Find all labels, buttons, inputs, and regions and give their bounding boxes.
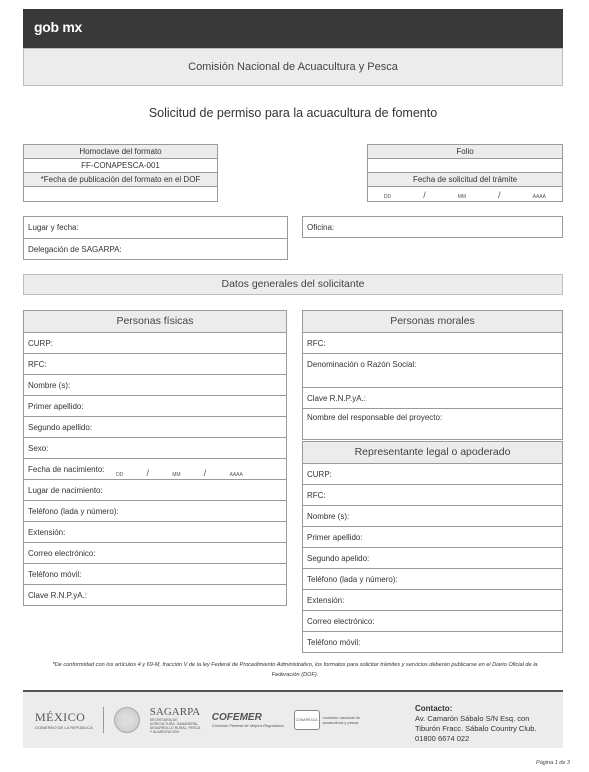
rep-correo-field[interactable] (303, 611, 562, 632)
correo-field[interactable] (24, 543, 286, 564)
cofemer-logo-text: COFEMER (211, 712, 262, 723)
rep-extension-label: Extensión: (307, 595, 345, 605)
contact-address-1: Av. Camarón Sábalo S/N Esq. con (415, 714, 530, 723)
telefono-field[interactable] (24, 501, 286, 522)
month-mark: MM (172, 472, 181, 478)
fecha-nacimiento-label: Fecha de nacimiento: (28, 464, 105, 474)
homoclave-value: FF-CONAPESCA-001 (24, 159, 217, 173)
rep-rfc-label: RFC: (307, 490, 326, 500)
denominacion-field[interactable] (303, 354, 562, 388)
office-box (302, 216, 563, 238)
folio-label: Folio (368, 145, 562, 159)
contact-info (415, 704, 536, 744)
sagarpa-logo-subtext: SECRETARÍA DE AGRICULTURA, GANADERÍA, DESARROLLO RURAL, PESCA Y ALIMENTACIÓN (149, 718, 201, 734)
rep-correo-label: Correo electrónico: (307, 616, 375, 626)
rep-segundo-apellido-field[interactable] (303, 548, 562, 569)
rep-nombre-label: Nombre (s): (307, 511, 350, 521)
rep-telefono-field[interactable] (303, 569, 562, 590)
rep-movil-field[interactable] (303, 632, 562, 652)
month-mark: MM (457, 194, 467, 200)
conapesca-mark-icon: CONAPESCA (294, 710, 320, 730)
movil-label: Teléfono móvil: (28, 569, 82, 579)
denominacion-label: Denominación o Razón Social: (307, 360, 417, 369)
homoclave-label: Homoclave del formato (24, 145, 217, 159)
office-label: Oficina: (307, 222, 335, 232)
logo-divider (103, 707, 104, 733)
moral-clave-field[interactable] (303, 388, 562, 409)
personas-morales-panel (302, 310, 563, 440)
segundo-apellido-field[interactable] (24, 417, 286, 438)
office-field[interactable] (303, 217, 562, 237)
responsable-field[interactable] (303, 409, 562, 439)
mexico-logo-text: MÉXICO (35, 710, 86, 724)
publication-date-label: *Fecha de publicación del formato en el DOF (24, 173, 217, 187)
personas-fisicas-title: Personas físicas (24, 311, 286, 333)
day-mark: DD (384, 194, 392, 200)
year-mark: AAAA (532, 194, 546, 200)
year-mark: AAAA (229, 472, 243, 478)
contact-title: Contacto: (415, 704, 453, 713)
rep-telefono-label: Teléfono (lada y número): (307, 574, 398, 584)
footnote: *De conformidad con los artículos 4 y 69-M, fracción V de la ley Federal de Procedimiento Administrativo, los formatos para solicitar trámites y servicios deberán publicarse en el Diario Oficial de la Federación (DOF). (52, 662, 538, 678)
responsable-label: Nombre del responsable del proyecto: (307, 413, 443, 422)
place-box (23, 216, 288, 260)
place-date-field[interactable] (24, 217, 287, 239)
clave-label: Clave R.N.P.yA.: (28, 590, 87, 600)
format-box (23, 144, 218, 202)
sagarpa-logo-text: SAGARPA (149, 706, 201, 718)
date-slash: / (146, 468, 150, 478)
page-number: Página 1 de 3 (536, 760, 570, 766)
rep-movil-label: Teléfono móvil: (307, 637, 361, 647)
rep-curp-label: CURP: (307, 469, 332, 479)
telefono-label: Teléfono (lada y número): (28, 506, 119, 516)
rfc-label: RFC: (28, 359, 47, 369)
national-seal-icon (114, 707, 140, 733)
cofemer-logo (212, 712, 284, 728)
primer-apellido-field[interactable] (24, 396, 286, 417)
clave-field[interactable] (24, 585, 286, 605)
request-date-label: Fecha de solicitud del trámite (368, 173, 562, 187)
date-slash: / (423, 190, 426, 200)
conapesca-logo (294, 710, 373, 730)
folio-box (367, 144, 563, 202)
movil-field[interactable] (24, 564, 286, 585)
gobmx-logo: gob mx (34, 19, 82, 35)
section-title: Datos generales del solicitante (23, 274, 563, 295)
curp-field[interactable] (24, 333, 286, 354)
conapesca-logo-text: comisión nacional de acuacultura y pesca (322, 715, 360, 725)
delegation-field[interactable] (24, 239, 287, 260)
request-date-field[interactable] (368, 187, 562, 201)
rep-extension-field[interactable] (303, 590, 562, 611)
rep-rfc-field[interactable] (303, 485, 562, 506)
personas-fisicas-panel (23, 310, 287, 606)
rep-nombre-field[interactable] (303, 506, 562, 527)
moral-rfc-field[interactable] (303, 333, 562, 354)
rep-curp-field[interactable] (303, 464, 562, 485)
publication-date-field[interactable] (24, 187, 217, 201)
sexo-field[interactable] (24, 438, 286, 459)
rep-segundo-apellido-label: Segundo apelido: (307, 553, 370, 563)
moral-clave-label: Clave R.N.P.yA.: (307, 393, 366, 403)
curp-label: CURP: (28, 338, 53, 348)
cofemer-logo-subtext: Comisión Federal de Mejora Regulatoria (211, 723, 284, 728)
nombre-label: Nombre (s): (28, 380, 71, 390)
lugar-nacimiento-field[interactable] (24, 480, 286, 501)
extension-field[interactable] (24, 522, 286, 543)
rfc-field[interactable] (24, 354, 286, 375)
fecha-nacimiento-field[interactable] (24, 459, 286, 480)
sagarpa-logo (150, 706, 202, 734)
date-slash: / (498, 190, 501, 200)
footer-logos (35, 706, 373, 734)
extension-label: Extensión: (28, 527, 66, 537)
nombre-field[interactable] (24, 375, 286, 396)
sexo-label: Sexo: (28, 443, 49, 453)
place-date-label: Lugar y fecha: (28, 223, 79, 232)
representante-title: Representante legal o apoderado (303, 442, 562, 464)
rep-primer-apellido-field[interactable] (303, 527, 562, 548)
top-bar (23, 9, 563, 48)
contact-address-2: Tiburón Fracc. Sábalo Country Club. (415, 724, 537, 733)
primer-apellido-label: Primer apellido: (28, 401, 84, 411)
representante-panel (302, 441, 563, 653)
mexico-logo-subtext: GOBIERNO DE LA REPÚBLICA (35, 725, 93, 730)
personas-morales-title: Personas morales (303, 311, 562, 333)
document-title: Solicitud de permiso para la acuacultura de fomento (148, 106, 438, 120)
contact-phone: 01800 6674 022 (415, 734, 470, 743)
lugar-nacimiento-label: Lugar de nacimiento: (28, 485, 103, 495)
delegation-label: Delegación de SAGARPA: (28, 245, 122, 254)
rep-primer-apellido-label: Primer apellido: (307, 532, 363, 542)
mexico-logo (35, 710, 93, 730)
agency-name: Comisión Nacional de Acuacultura y Pesca (23, 48, 563, 86)
date-slash: / (203, 468, 207, 478)
day-mark: DD (116, 472, 124, 478)
folio-field[interactable] (368, 159, 562, 173)
correo-label: Correo electrónico: (28, 548, 96, 558)
footer (23, 690, 563, 748)
moral-rfc-label: RFC: (307, 338, 326, 348)
segundo-apellido-label: Segundo apellido: (28, 422, 93, 432)
